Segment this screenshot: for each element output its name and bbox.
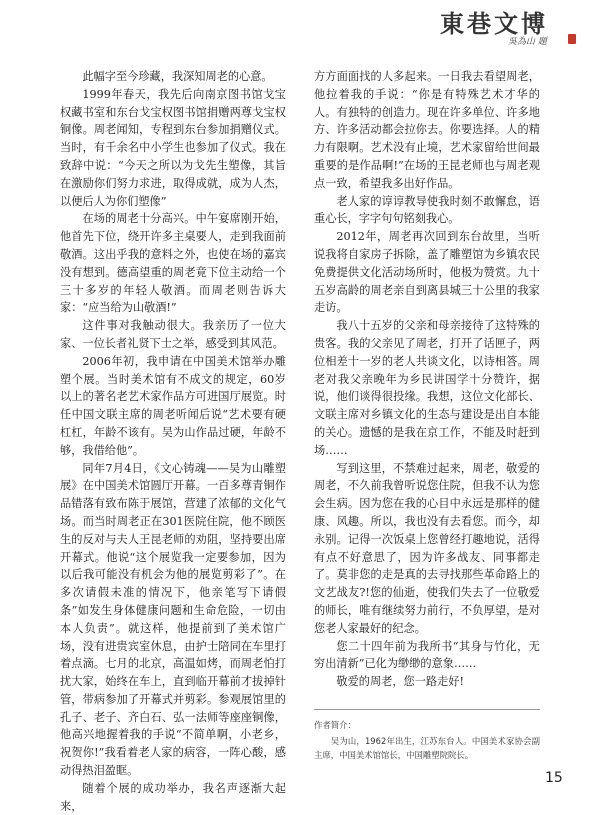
- article-body: [60, 68, 540, 813]
- paragraph: 老人家的谆谆教导使我时刻不敢懈怠，语重心长，字字句句铭刻我心。: [314, 194, 540, 226]
- brand-title: 東巷文博: [440, 9, 548, 38]
- paragraph: 您二十四年前为我所书“其身与竹化，无穷出清新”已化为缈缈的意象……: [314, 639, 540, 671]
- paragraph: 2006年初，我申请在中国美术馆举办雕塑个展。当时美术馆有不成文的规定，60岁以上的著名老艺术家作品方可进国厅展览。时任中国文联主席的周老听闻后说“艺术要有硬杠杠，年龄不该有。吴为山作品过硬，年龄不够，我借给他”。: [60, 354, 286, 457]
- page-number: 15: [545, 770, 563, 786]
- paragraph: 此幅字至今珍藏，我深知周老的心意。: [82, 70, 273, 83]
- left-column: [60, 68, 286, 815]
- red-seal-icon: [568, 34, 576, 44]
- paragraph: 敬爱的周老，您一路走好!: [336, 675, 464, 689]
- masthead: [0, 0, 600, 60]
- brand-inscription: 吳為山 題: [508, 37, 547, 47]
- right-column: [314, 68, 540, 762]
- author-note: [314, 709, 540, 762]
- paragraph: 这件事对我触动很大。我亲历了一位大家、一位长者礼贤下士之举，感受到其风范。: [60, 319, 286, 350]
- paragraph: 方方面面找的人多起来。一日我去看望周老，他拉着我的手说：“你是有特殊艺术才华的人。有独特的创造力。现在许多单位、许多地方、许多活动都会拉你去。你要选择。人的精力有限啊。艺术没有止境，艺术家留给世间最重要的是作品啊!”在场的王昆老师也与周老观点一致，希望我多出好作品。: [314, 70, 540, 190]
- paragraph: 随着个展的成功举办，我名声逐渐大起来，: [60, 781, 286, 813]
- author-note-text: 吴为山，1962年出生，江苏东台人。中国美术家协会副主席，中国美术馆馆长，中国雕塑院院长。: [314, 735, 540, 760]
- paragraph: 2012年，周老再次回到东台故里，当听说我将自家房子拆除，盖了雕塑馆为乡镇农民免费提供文化活动场所时，他极为赞赏。九十五岁高龄的周老亲自到离县城三十公里的我家走访。: [314, 230, 540, 315]
- paragraph: 在场的周老十分高兴。中午宴席刚开始，他首先下位，绕开许多主桌要人，走到我面前敬酒。这出乎我的意料之外，也使在场的嘉宾没有想到。德高望重的周老竟下位主动给一个三十多岁的年轻人敬酒。而周老则告诉大家：“应当给为山敬酒!”: [60, 212, 286, 315]
- paragraph: 1999年春天，我先后向南京图书馆戈宝权藏书室和东台戈宝权图书馆捐赠两尊戈宝权铜像。周老闻知，专程到东台参加捐赠仪式。当时，有千余名中小学生也参加了仪式。我在致辞中说：“今天之所以为戈先生塑像，其旨在激励你们努力求进，取得成就，成为人杰，以便后人为你们塑像”: [60, 87, 286, 208]
- paragraph: 写到这里，不禁难过起来，周老，敬爱的周老，不久前我曾听说您住院，但我不认为您会生病。因为您在我的心目中永远是那样的健康、风趣。所以，我也没有去看您。而今，却永别。记得一次饭桌上您曾经打趣地说，活得有点不好意思了，因为许多战友、同事都走了。莫非您的走是真的去寻找那些革命路上的文艺战友?!您的仙逝，使我们失去了一位敬爱的师长，唯有继续努力前行，不负厚望，是对您老人家最好的纪念。: [314, 461, 540, 635]
- paragraph: 同年7月4日，《文心铸魂——吴为山雕塑展》在中国美术馆圆厅开幕。一百多尊青铜作品错落有致布陈于展馆，营建了浓郁的文化气场。而当时周老正在301医院住院，他不顾医生的反对与夫人王昆老师的劝阻，坚持要出席开幕式。他说“这个展览我一定要参加，因为以后我可能没有机会为他的展览剪彩了”。在多次请假未准的情况下，他亲笔写下请假条”如发生身体健康问题和生命危险，一切由本人负责”。就这样，他提前到了美术馆广场，没有进贵宾室休息，由护士陪同在车里打着点滴。七月的北京，高温如烤，而周老怕打扰大家，始终在车上，直到临开幕前才拔掉针管，带病参加了开幕式并剪彩。参观展馆里的孔子、老子、齐白石、弘一法师等座座铜像，他高兴地握着我的手说“不简单啊，小老乡，祝贺你!”我看着老人家的病容，一阵心酸，感动得热泪盈眶。: [60, 461, 286, 778]
- paragraph: 我八十五岁的父亲和母亲接待了这特殊的贵客。我的父亲见了周老，打开了话匣子，两位相差十一岁的老人共谈文化，以诗相答。周老对我父亲晚年为乡民讲国学十分赞许，据说，他们谈得很投缘。我想，这位文化部长、文联主席对乡镇文化的生态与建设是出自本能的关心。遗憾的是我在京工作，不能及时赶到场……: [314, 319, 540, 457]
- author-note-title: 作者简介：: [314, 719, 356, 730]
